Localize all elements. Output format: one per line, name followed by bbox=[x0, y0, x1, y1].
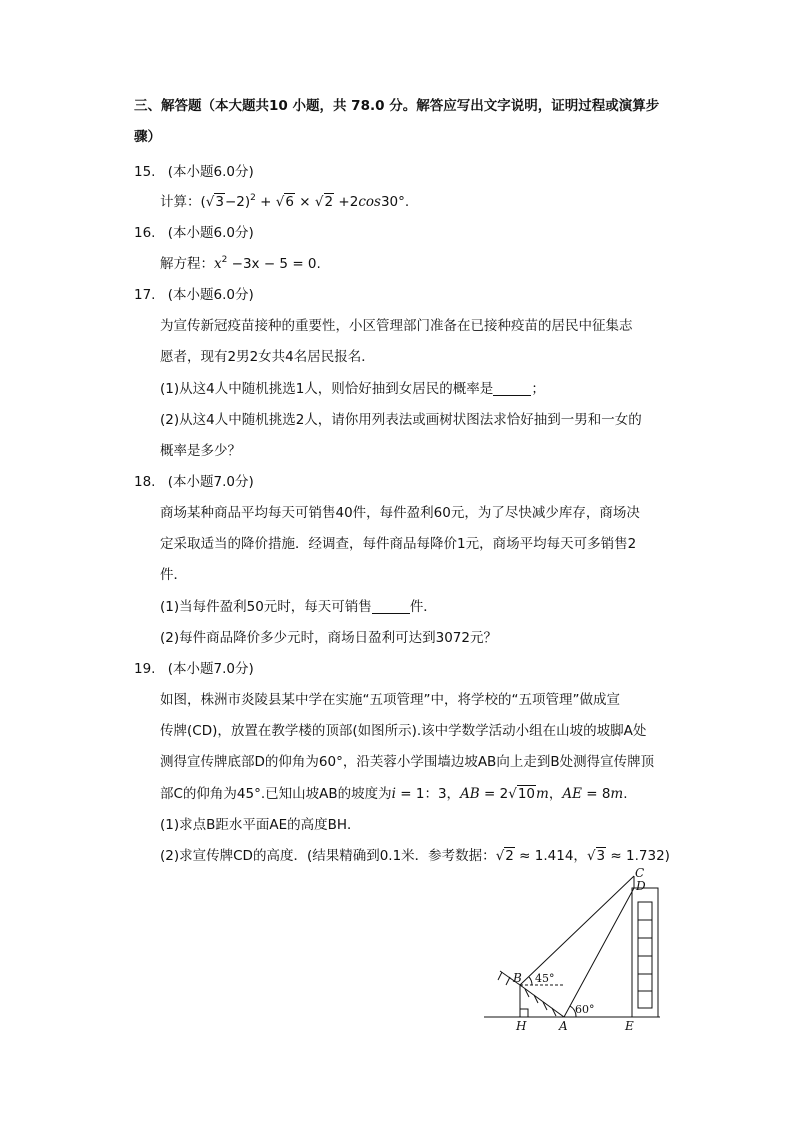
q15-plus2: +2 bbox=[334, 194, 359, 210]
q17-sub2-line2: 概率是多少？ bbox=[160, 443, 241, 459]
q17-text-line2: 愿者，现有2男2女共4名居民报名． bbox=[160, 349, 375, 365]
q19-score: (本小题7.0分) bbox=[167, 661, 254, 677]
q19-period: . bbox=[623, 786, 628, 802]
q19-i: i bbox=[391, 786, 396, 802]
q16-equation bbox=[160, 254, 321, 274]
window-strip bbox=[638, 902, 652, 1008]
q19-text-line4 bbox=[160, 784, 628, 804]
q18-sub1 bbox=[160, 597, 437, 617]
q16-prefix: 解方程： bbox=[160, 256, 214, 272]
q19-ratio: = 1：3， bbox=[395, 786, 461, 802]
label-c: C bbox=[635, 866, 645, 880]
q15-radicand-3: 3 bbox=[215, 194, 224, 210]
q19-text-line1: 如图，株洲市炎陵县某中学在实施“五项管理”中，将学校的“五项管理”做成宣 bbox=[160, 692, 620, 708]
q17-sub1-end: ； bbox=[531, 381, 545, 397]
q15-header bbox=[134, 162, 254, 182]
q19-radicand-3: 3 bbox=[596, 848, 606, 864]
angle-label-45: 45° bbox=[535, 972, 555, 985]
q18-number: 18. bbox=[134, 474, 156, 490]
sight-line-bc bbox=[520, 876, 634, 985]
q18-header bbox=[134, 472, 254, 492]
q17-sub1-text: (1)从这4人中随机挑选1人，则恰好抽到女居民的概率是 bbox=[160, 381, 494, 397]
label-a: A bbox=[559, 1019, 568, 1033]
q16-square: 2 bbox=[221, 255, 228, 265]
q15-radicand-2: 2 bbox=[324, 194, 334, 210]
q19-m1: m bbox=[536, 786, 549, 802]
q16-rest: −3x − 5 = 0. bbox=[227, 256, 321, 272]
section-title-cont: 骤） bbox=[134, 129, 161, 145]
q19-eq8: = 8 bbox=[581, 786, 611, 802]
building bbox=[632, 888, 658, 1017]
section-title: 三、解答题（本大题共10 小题，共 78.0 分。解答应写出文字说明，证明过程或演算步 bbox=[134, 98, 660, 114]
label-b: B bbox=[513, 971, 522, 985]
q18-text-line3: 件． bbox=[160, 567, 187, 583]
q15-angle: 30°. bbox=[380, 194, 410, 210]
label-h: H bbox=[516, 1019, 527, 1033]
answer-blank bbox=[493, 381, 531, 396]
q19-text-line2: 传牌(CD)，放置在教学楼的顶部(如图所示).该中学数学活动小组在山坡的坡脚A处 bbox=[160, 723, 647, 739]
sqrt-sign: √ bbox=[275, 194, 285, 210]
q19-sub2-text: (2)求宣传牌CD的高度．(结果精确到0.1米．参考数据： bbox=[160, 848, 496, 864]
q18-score: (本小题7.0分) bbox=[167, 474, 254, 490]
q17-number: 17. bbox=[134, 287, 156, 303]
q16-x: x bbox=[214, 256, 222, 272]
q16-score: (本小题6.0分) bbox=[167, 225, 254, 241]
q19-text-line3: 测得宣传牌底部D的仰角为60°，沿芙蓉小学围墙边坡AB向上走到B处测得宣传牌顶 bbox=[160, 754, 655, 770]
q19-p4-a: 部C的仰角为45°.已知山坡AB的坡度为 bbox=[160, 786, 392, 802]
hatch-mark bbox=[506, 977, 510, 985]
q17-header bbox=[134, 285, 254, 305]
q16-header bbox=[134, 223, 254, 243]
q15-exponent: 2 bbox=[250, 193, 256, 203]
q19-approx1: ≈ 1.414， bbox=[514, 848, 587, 864]
slope-line bbox=[520, 985, 564, 1017]
q15-minus2: −2) bbox=[224, 194, 251, 210]
q15-radicand-6: 6 bbox=[285, 194, 294, 210]
label-e: E bbox=[625, 1019, 634, 1033]
q15-plus: + bbox=[255, 194, 276, 210]
q17-score: (本小题6.0分) bbox=[167, 287, 254, 303]
q19-m2: m bbox=[610, 786, 624, 802]
q18-sub2: (2)每件商品降价多少元时，商场日盈利可达到3072元？ bbox=[160, 630, 497, 646]
q19-header bbox=[134, 659, 254, 679]
q19-ae: AE bbox=[562, 786, 582, 802]
q15-number: 15. bbox=[134, 164, 156, 180]
q17-text-line1: 为宣传新冠疫苗接种的重要性，小区管理部门准备在已接种疫苗的居民中征集志 bbox=[160, 318, 633, 334]
q19-sub1: (1)求点B距水平面AE的高度BH． bbox=[160, 817, 361, 833]
q15-times: × bbox=[295, 194, 315, 210]
q19-radicand-10: 10 bbox=[517, 786, 536, 802]
sqrt-sign: √ bbox=[586, 848, 596, 864]
answer-blank bbox=[372, 599, 410, 614]
q17-sub2-line1: (2)从这4人中随机挑选2人，请你用列表法或画树状图法求恰好抽到一男和一女的 bbox=[160, 412, 642, 428]
sight-line-ad bbox=[564, 888, 634, 1017]
sqrt-sign: √ bbox=[205, 194, 215, 210]
q19-approx2: ≈ 1.732) bbox=[606, 848, 670, 864]
q17-sub1 bbox=[160, 379, 545, 399]
angle-label-60: 60° bbox=[575, 1003, 595, 1016]
q18-sub1-text: (1)当每件盈利50元时，每天可销售 bbox=[160, 599, 372, 615]
q15-cos: cos bbox=[358, 194, 381, 210]
q16-number: 16. bbox=[134, 225, 156, 241]
q19-eq2: = 2 bbox=[479, 786, 509, 802]
geometry-figure bbox=[480, 866, 680, 1036]
q18-text-line2: 定采取适当的降价措施．经调查，每件商品每降价1元，商场平均每天可多销售2 bbox=[160, 536, 637, 552]
q15-prefix: 计算： bbox=[160, 194, 201, 210]
right-angle-mark bbox=[520, 1009, 528, 1017]
sqrt-sign: √ bbox=[314, 194, 324, 210]
q18-sub1-end: 件． bbox=[409, 599, 437, 615]
q19-sub2 bbox=[160, 846, 670, 866]
q19-ab: AB bbox=[460, 786, 480, 802]
q19-number: 19. bbox=[134, 661, 156, 677]
sqrt-sign: √ bbox=[495, 848, 505, 864]
q15-expression bbox=[160, 192, 409, 212]
q18-text-line1: 商场某种商品平均每天可销售40件，每件盈利60元，为了尽快减少库存，商场决 bbox=[160, 505, 640, 521]
hatch-mark bbox=[498, 972, 502, 980]
q15-paren: ( bbox=[200, 194, 206, 210]
q15-score: (本小题6.0分) bbox=[167, 164, 254, 180]
q19-radicand-2: 2 bbox=[505, 848, 514, 864]
sqrt-sign: √ bbox=[508, 786, 517, 802]
q19-comma: ， bbox=[548, 786, 563, 802]
angle-arc-45 bbox=[529, 977, 532, 985]
label-d: D bbox=[636, 879, 646, 893]
